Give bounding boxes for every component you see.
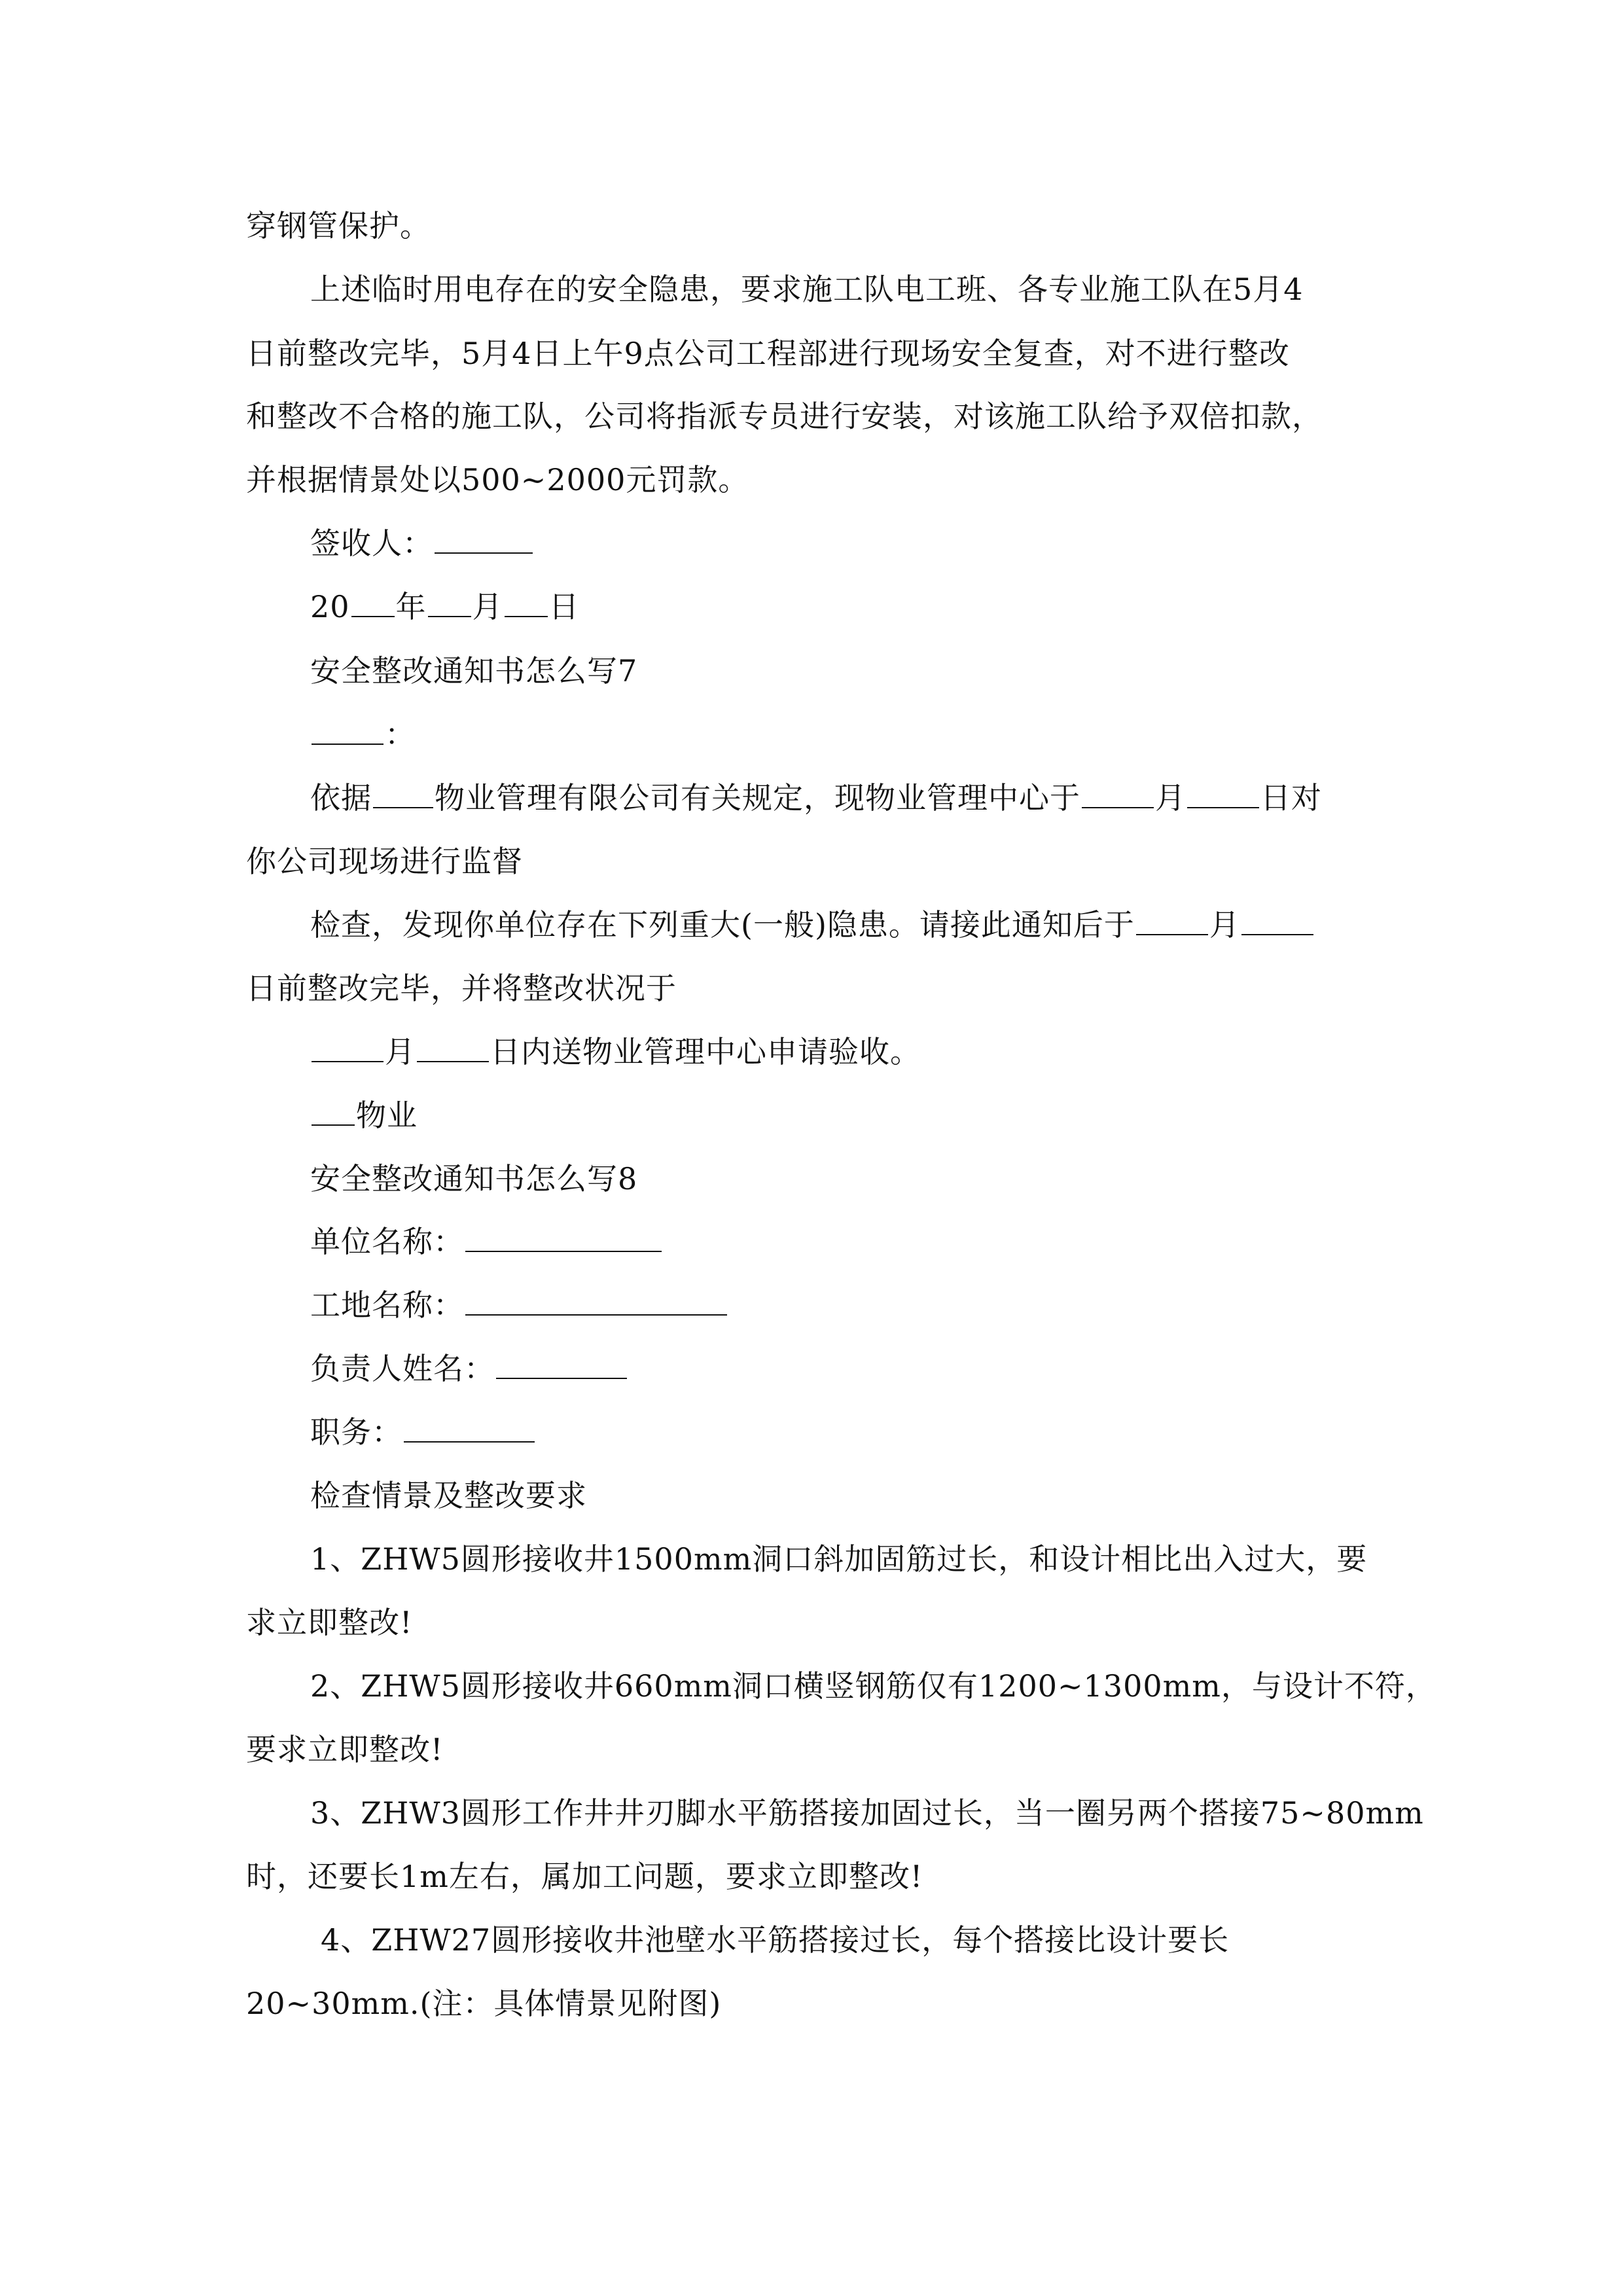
year-blank <box>351 587 395 617</box>
manager-name-blank <box>496 1349 627 1379</box>
list-item: 20~30mm.(注：具体情景见附图) <box>246 1986 722 2021</box>
property-label: 物业 <box>356 1098 418 1133</box>
check-month-label: 月 <box>1209 907 1240 942</box>
check-text-a: 检查，发现你单位存在下列重大(一般)隐患。请接此通知后于 <box>310 907 1135 942</box>
basis-text-b: 物业管理有限公司有关规定，现物业管理中心于 <box>435 780 1080 816</box>
date-year-label: 年 <box>395 589 427 624</box>
position-blank <box>404 1412 535 1443</box>
list-item: 要求立即整改! <box>246 1732 444 1767</box>
position-label: 职务： <box>310 1414 402 1450</box>
date-line <box>310 587 580 626</box>
body-line: 你公司现场进行监督 <box>246 844 523 879</box>
section-heading-7: 安全整改通知书怎么写7 <box>310 653 638 689</box>
send-month-label: 月 <box>385 1034 416 1069</box>
company-blank <box>373 778 433 808</box>
addressee-blank <box>312 715 383 745</box>
day-blank <box>1187 778 1259 808</box>
date-month-label: 月 <box>472 589 503 624</box>
body-line: 上述临时用电存在的安全隐患，要求施工队电工班、各专业施工队在5月4 <box>310 272 1304 307</box>
send-text-b: 日内送物业管理中心申请验收。 <box>490 1034 921 1069</box>
body-line: 和整改不合格的施工队，公司将指派专员进行安装，对该施工队给予双倍扣款， <box>246 399 1323 434</box>
list-item: 求立即整改! <box>246 1605 413 1640</box>
send-line <box>310 1032 921 1071</box>
month-blank <box>1136 905 1208 935</box>
list-item: 2、ZHW5圆形接收井660mm洞口横竖钢筋仅有1200~1300mm，与设计不符， <box>310 1668 1436 1704</box>
section-heading-8: 安全整改通知书怎么写8 <box>310 1161 638 1196</box>
site-name-line <box>310 1285 728 1325</box>
list-item: 3、ZHW3圆形工作井井刃脚水平筋搭接加固过长，当一圈另两个搭接75~80mm <box>310 1795 1424 1831</box>
day-blank <box>505 587 548 617</box>
unit-name-line <box>310 1222 663 1261</box>
site-name-blank <box>465 1285 727 1316</box>
list-item: 1、ZHW5圆形接收井1500mm洞口斜加固筋过长，和设计相比出入过大，要 <box>310 1541 1368 1577</box>
property-blank <box>312 1096 355 1126</box>
signer-blank <box>435 524 533 554</box>
basis-line <box>310 778 1322 817</box>
inspection-heading: 检查情景及整改要求 <box>310 1478 587 1513</box>
signer-label: 签收人： <box>310 526 433 561</box>
list-item: 4、ZHW27圆形接收井池壁水平筋搭接过长，每个搭接比设计要长 <box>321 1922 1230 1958</box>
day-blank <box>417 1032 489 1062</box>
signer-line <box>310 524 534 563</box>
body-line: 穿钢管保护。 <box>246 208 431 243</box>
date-day-label: 日 <box>548 589 580 624</box>
site-name-label: 工地名称： <box>310 1287 464 1323</box>
manager-name-label: 负责人姓名： <box>310 1351 495 1386</box>
body-line: 并根据情景处以500~2000元罚款。 <box>246 462 749 497</box>
basis-text-d: 日对 <box>1260 780 1322 816</box>
month-blank <box>312 1032 383 1062</box>
month-blank <box>428 587 471 617</box>
day-blank <box>1241 905 1313 935</box>
unit-name-blank <box>465 1222 662 1252</box>
unit-name-label: 单位名称： <box>310 1224 464 1259</box>
check-line <box>310 905 1315 944</box>
month-blank <box>1082 778 1154 808</box>
basis-text-a: 依据 <box>310 780 372 816</box>
property-line <box>310 1096 418 1135</box>
position-line <box>310 1412 536 1452</box>
date-year-prefix: 20 <box>310 589 350 624</box>
addressee-colon: ： <box>385 717 416 752</box>
basis-month-label: 月 <box>1155 780 1186 816</box>
body-line: 日前整改完毕，并将整改状况于 <box>246 971 677 1006</box>
list-item: 时，还要长1m左右，属加工问题，要求立即整改! <box>246 1859 923 1894</box>
manager-name-line <box>310 1349 628 1388</box>
addressee-line <box>310 715 416 754</box>
body-line: 日前整改完毕，5月4日上午9点公司工程部进行现场安全复查，对不进行整改 <box>246 336 1290 371</box>
